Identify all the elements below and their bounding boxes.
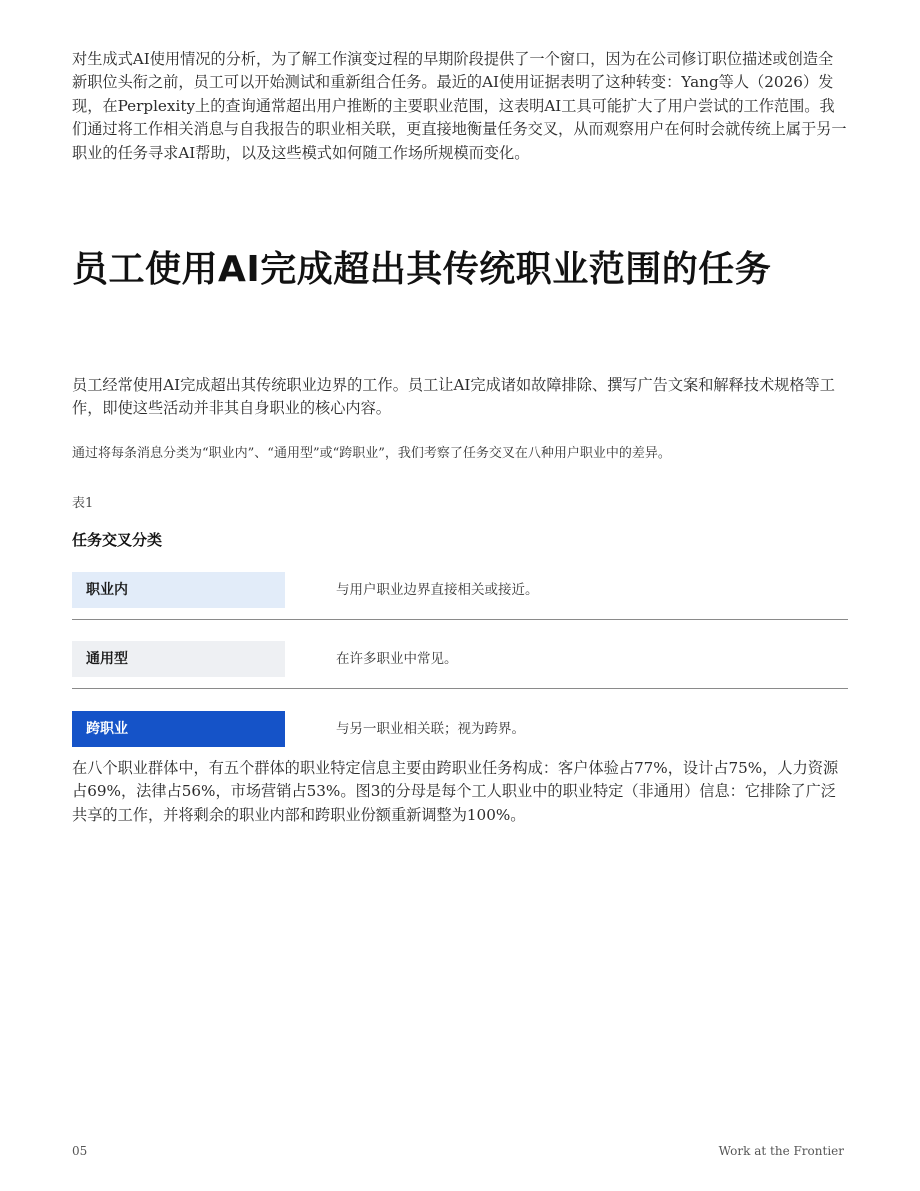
document-name: Work at the Frontier [718,1144,844,1158]
intro-paragraph: 对生成式AI使用情况的分析，为了解工作演变过程的早期阶段提供了一个窗口，因为在公司修订职位描述或创造全新职位头衔之前，员工可以开始测试和重新组合任务。最近的AI使用证据表明了这种转变：Yang等人（2026）发现，在Perplexity上的查询通常超出用户推断的主要职业范围，这表明AI工具可能扩大了用户尝试的工作范围。我们通过将工作相关消息与自我报告的职业相关联，更直接地衡量任务交叉，从而观察用户在何时会就传统上属于另一职业的任务寻求AI帮助，以及这些模式如何随工作场所规模而变化。 [72,50,847,162]
category-within-occupation: 职业内 [72,572,285,608]
category-cross-occupation: 跨职业 [72,711,285,747]
body-paragraph-3: 在八个职业群体中，有五个群体的职业特定信息主要由跨职业任务构成：客户体验占77%，设计占75%，人力资源占69%，法律占56%，市场营销占53%。图3的分母是每个工人职业中的职业特定（非通用）信息：它排除了广泛共享的工作，并将剩余的职业内部和跨职业份额重新调整为100%。 [72,759,839,824]
table-title: 任务交叉分类 [72,531,163,549]
body-paragraph-2: 通过将每条消息分类为“职业内”、“通用型”或“跨职业”，我们考察了任务交叉在八种用户职业中的差异。 [72,446,671,461]
page-number: 05 [72,1144,88,1158]
table-label: 表1 [72,496,94,511]
description-within-occupation: 与用户职业边界直接相关或接近。 [336,582,539,598]
table-row-within-occupation [72,572,848,608]
table-row-general [72,641,848,677]
table-divider [72,619,848,620]
category-general: 通用型 [72,641,285,677]
description-general: 在许多职业中常见。 [336,651,458,667]
description-cross-occupation: 与另一职业相关联；视为跨界。 [336,721,525,737]
table-row-cross-occupation [72,711,848,747]
section-heading: 员工使用AI完成超出其传统职业范围的任务 [72,249,772,290]
table-divider [72,688,848,689]
body-paragraph-1: 员工经常使用AI完成超出其传统职业边界的工作。员工让AI完成诸如故障排除、撰写广告文案和解释技术规格等工作，即使这些活动并非其自身职业的核心内容。 [72,376,835,418]
